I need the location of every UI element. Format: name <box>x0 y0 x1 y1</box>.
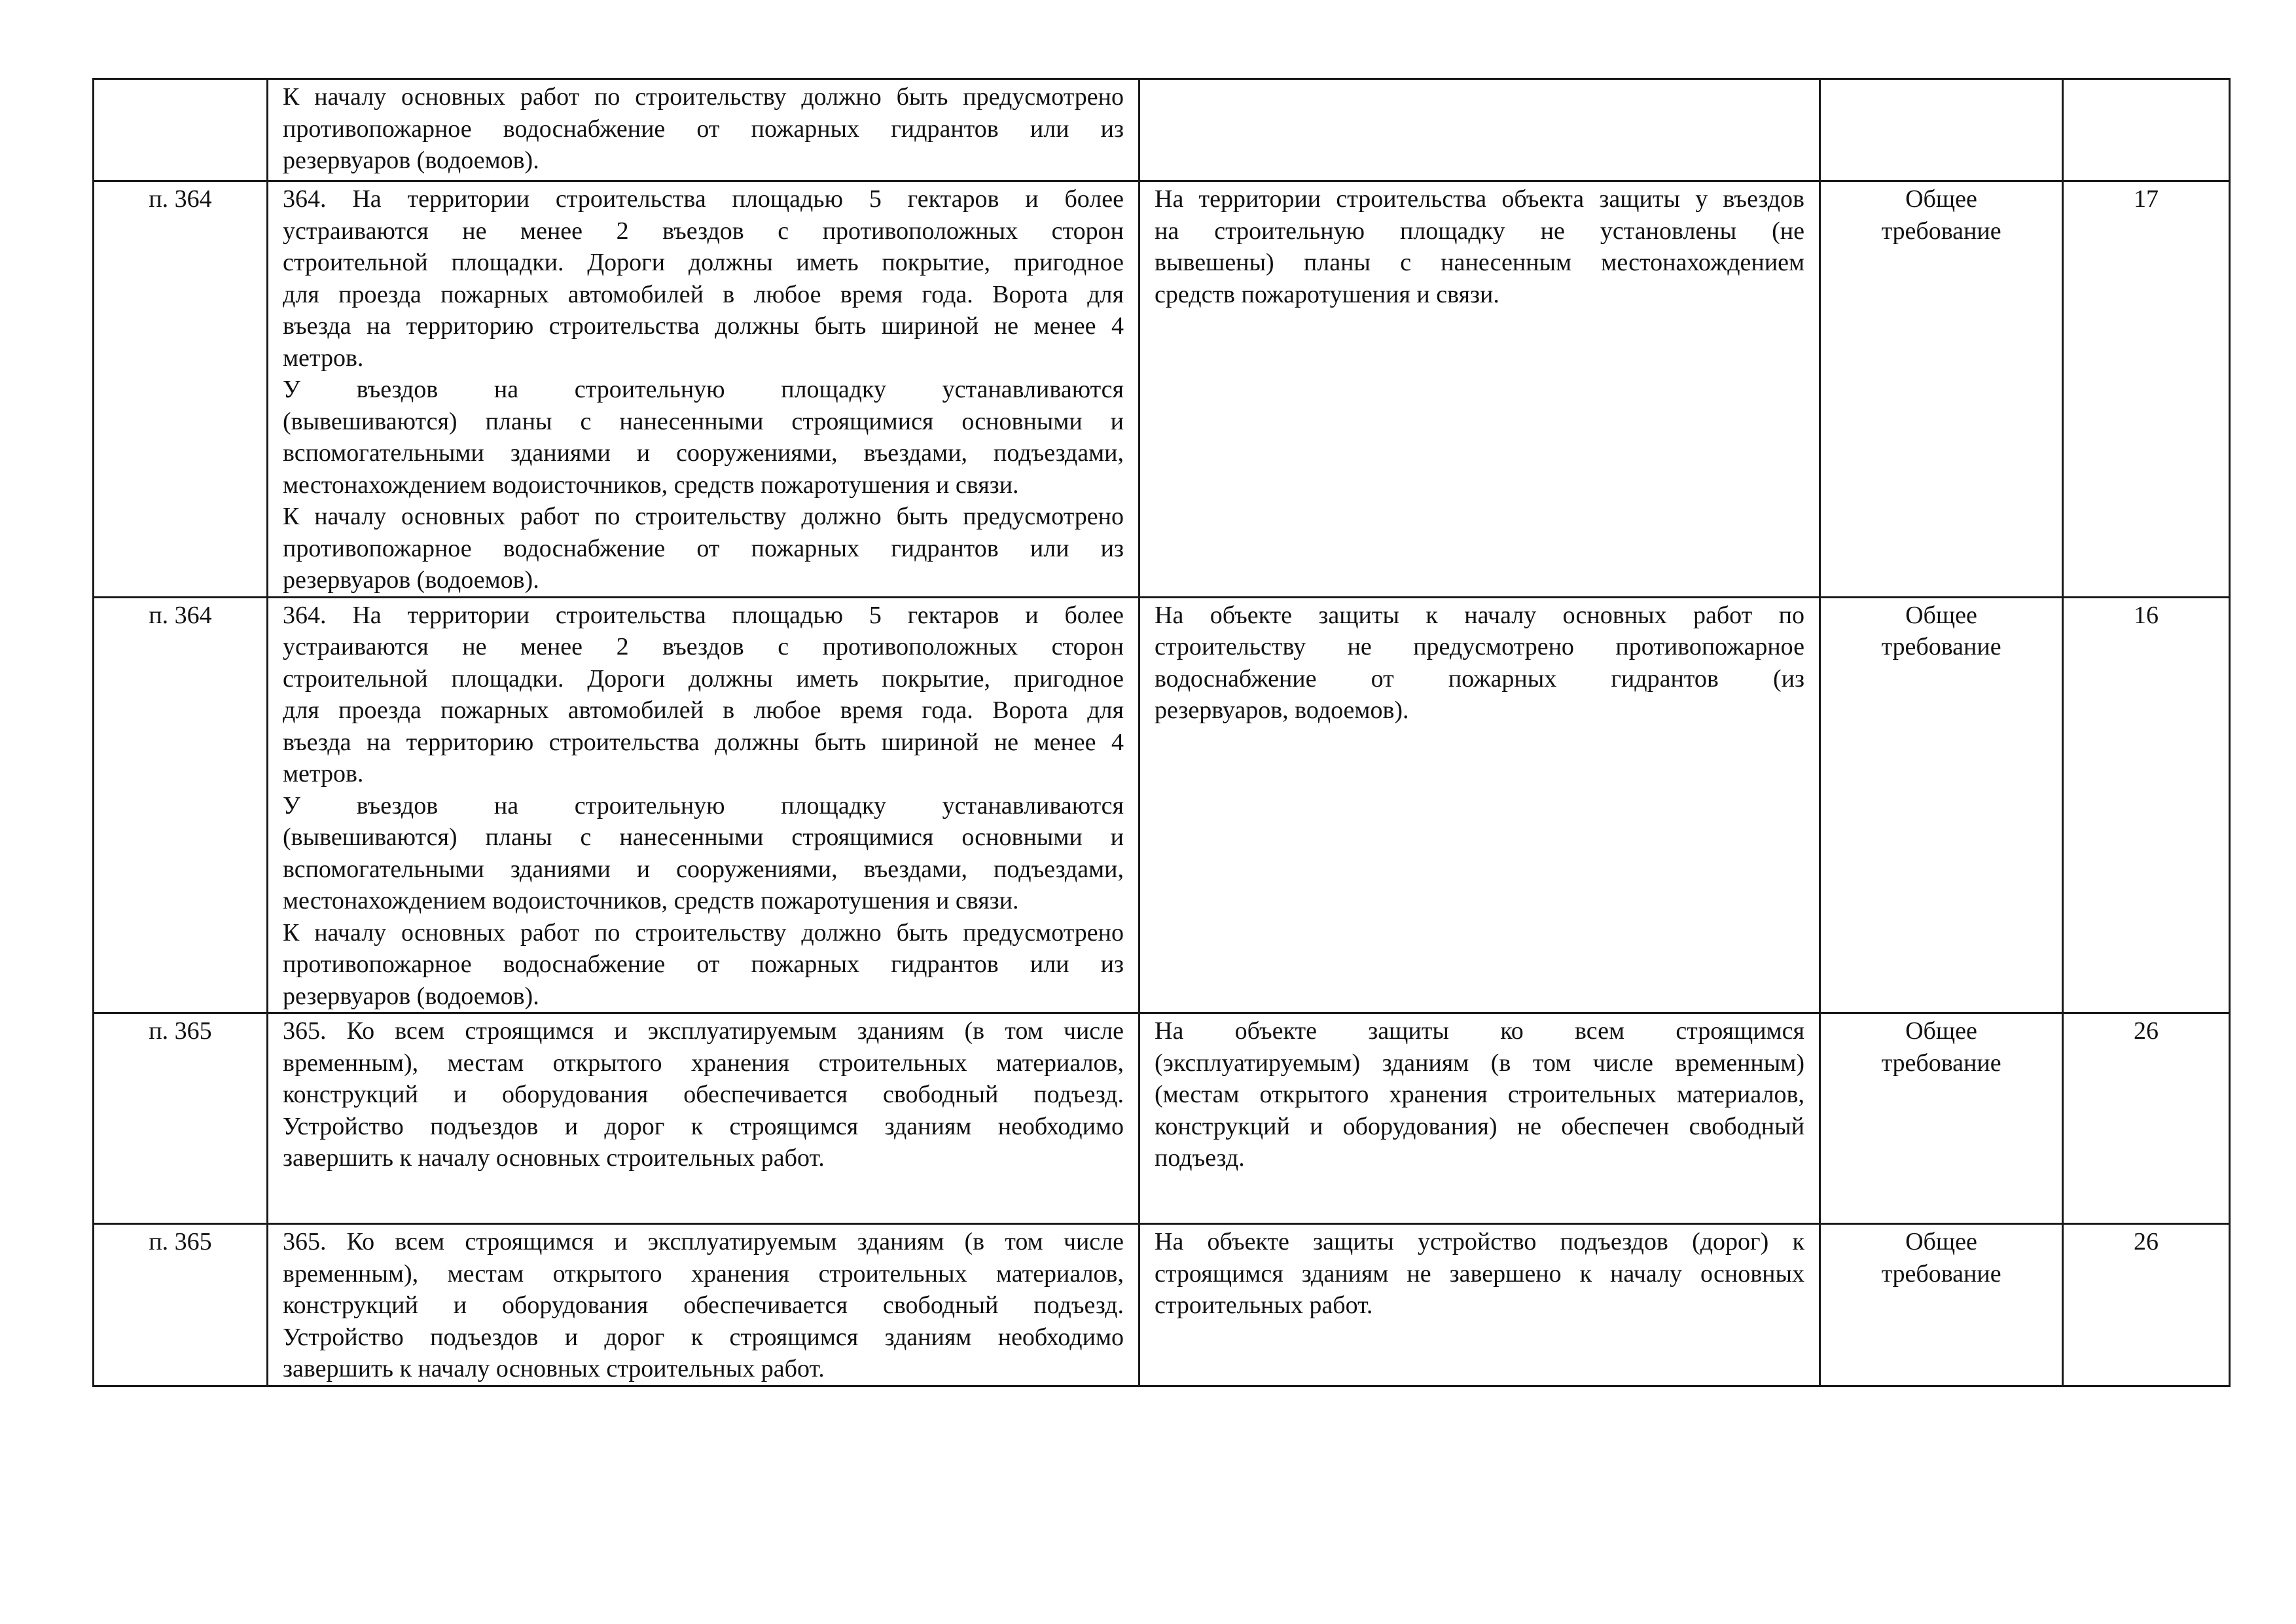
requirement-type-cell: Общее требование <box>1820 597 2063 1013</box>
requirement-line: противопожарное водоснабжение от пожарных гидрантов или из <box>283 115 1124 143</box>
requirement-line: К началу основных работ по строительству должно быть предусмотрено <box>283 83 1124 111</box>
requirement-line: резервуаров (водоемов). <box>283 147 539 174</box>
violation-cell <box>1139 1013 1820 1224</box>
requirement-line: строительной площадки. Дороги должны иметь покрытие, пригодное <box>283 249 1124 276</box>
violation-cell <box>1139 79 1820 181</box>
requirement-line: завершить к началу основных строительных работ. <box>283 1355 825 1382</box>
point-cell <box>94 79 268 181</box>
requirement-line: У въездов на строительную площадку устанавливаются <box>283 791 1124 820</box>
violation-line: На объекте защиты устройство подъездов (дорог) к <box>1155 1228 1804 1255</box>
requirement-line: противопожарное водоснабжение от пожарных гидрантов или из <box>283 534 1124 562</box>
point-cell: п. 365 <box>94 1224 268 1386</box>
requirement-line: Устройство подъездов и дорог к строящимся зданиям необходимо <box>283 1323 1124 1351</box>
requirement-line: (вывешиваются) планы с нанесенными строящимися основными и <box>283 407 1124 435</box>
requirement-line: метров. <box>283 760 364 787</box>
requirement-line: для проезда пожарных автомобилей в любое время года. Ворота для <box>283 696 1124 724</box>
requirement-cell <box>268 181 1139 598</box>
count-cell <box>2063 79 2230 181</box>
requirement-type-cell: Общее требование <box>1820 1224 2063 1386</box>
requirement-line: вспомогательными зданиями и сооружениями, въездами, подъездами, <box>283 439 1124 467</box>
violation-line: строительных работ. <box>1155 1291 1373 1319</box>
requirement-line: въезда на территорию строительства должны быть шириной не менее 4 <box>283 728 1124 756</box>
violations-table-body <box>94 79 2230 1386</box>
table-row <box>94 1013 2230 1224</box>
requirement-line: временным), местам открытого хранения строительных материалов, <box>283 1259 1124 1288</box>
violation-line: На территории строительства объекта защиты у въездов <box>1155 185 1804 213</box>
requirement-type-cell: Общее требование <box>1820 1013 2063 1224</box>
violation-cell <box>1139 181 1820 598</box>
point-cell: п. 364 <box>94 181 268 598</box>
table-row <box>94 79 2230 181</box>
point-cell: п. 365 <box>94 1013 268 1224</box>
count-cell: 17 <box>2063 181 2230 598</box>
requirement-line: местонахождением водоисточников, средств пожаротушения и связи. <box>283 471 1019 499</box>
violation-line: резервуаров, водоемов). <box>1155 696 1409 724</box>
requirement-line: 365. Ко всем строящимся и эксплуатируемым зданиям (в том числе <box>283 1017 1124 1045</box>
violation-line: (местам открытого хранения строительных материалов, <box>1155 1081 1804 1108</box>
violation-cell <box>1139 1224 1820 1386</box>
requirement-line: резервуаров (водоемов). <box>283 982 539 1010</box>
violation-line: вывешены) планы с нанесенным местонахождением <box>1155 249 1804 276</box>
requirement-line: У въездов на строительную площадку устанавливаются <box>283 376 1124 403</box>
table-row <box>94 181 2230 598</box>
requirement-type-cell <box>1820 79 2063 181</box>
requirement-line: вспомогательными зданиями и сооружениями, въездами, подъездами, <box>283 855 1124 883</box>
requirement-line: завершить к началу основных строительных работ. <box>283 1144 825 1172</box>
requirement-line: К началу основных работ по строительству должно быть предусмотрено <box>283 503 1124 530</box>
requirement-line: временным), местам открытого хранения строительных материалов, <box>283 1049 1124 1077</box>
requirement-line: местонахождением водоисточников, средств пожаротушения и связи. <box>283 887 1019 914</box>
requirement-cell <box>268 1224 1139 1386</box>
violation-line: водоснабжение от пожарных гидрантов (из <box>1155 664 1804 693</box>
violation-line: (эксплуатируемым) зданиям (в том числе временным) <box>1155 1049 1804 1077</box>
requirement-line: устраиваются не менее 2 въездов с противоположных сторон <box>283 633 1124 660</box>
requirement-line: противопожарное водоснабжение от пожарных гидрантов или из <box>283 950 1124 978</box>
requirement-line: конструкций и оборудования обеспечивается свободный подъезд. <box>283 1291 1124 1319</box>
requirement-line: Устройство подъездов и дорог к строящимся зданиям необходимо <box>283 1112 1124 1140</box>
violation-line: На объекте защиты ко всем строящимся <box>1155 1017 1804 1045</box>
requirement-line: для проезда пожарных автомобилей в любое время года. Ворота для <box>283 280 1124 308</box>
point-cell: п. 364 <box>94 597 268 1013</box>
violation-line: На объекте защиты к началу основных работ по <box>1155 601 1804 629</box>
violations-table <box>92 78 2231 1387</box>
violation-line: средств пожаротушения и связи. <box>1155 280 1499 308</box>
requirement-line: 365. Ко всем строящимся и эксплуатируемым зданиям (в том числе <box>283 1228 1124 1255</box>
violation-cell <box>1139 597 1820 1013</box>
requirement-line: (вывешиваются) планы с нанесенными строящимися основными и <box>283 823 1124 851</box>
requirement-line: 364. На территории строительства площадью 5 гектаров и более <box>283 601 1124 629</box>
violation-line: подъезд. <box>1155 1144 1245 1172</box>
requirement-type-cell: Общее требование <box>1820 181 2063 598</box>
count-cell: 16 <box>2063 597 2230 1013</box>
requirement-line: метров. <box>283 344 364 372</box>
table-row <box>94 597 2230 1013</box>
violation-line: на строительную площадку не установлены (не <box>1155 217 1804 245</box>
requirement-line: К началу основных работ по строительству должно быть предусмотрено <box>283 918 1124 947</box>
violation-line: строящимся зданиям не завершено к началу основных <box>1155 1259 1804 1288</box>
count-cell: 26 <box>2063 1224 2230 1386</box>
requirement-cell <box>268 1013 1139 1224</box>
requirement-line: конструкций и оборудования обеспечивается свободный подъезд. <box>283 1081 1124 1108</box>
requirement-cell <box>268 597 1139 1013</box>
requirement-cell <box>268 79 1139 181</box>
requirement-line: въезда на территорию строительства должны быть шириной не менее 4 <box>283 312 1124 340</box>
requirement-line: строительной площадки. Дороги должны иметь покрытие, пригодное <box>283 664 1124 693</box>
violation-line: конструкций и оборудования) не обеспечен свободный <box>1155 1112 1804 1140</box>
count-cell: 26 <box>2063 1013 2230 1224</box>
table-row <box>94 1224 2230 1386</box>
requirement-line: резервуаров (водоемов). <box>283 566 539 594</box>
requirement-line: устраиваются не менее 2 въездов с противоположных сторон <box>283 217 1124 245</box>
violation-line: строительству не предусмотрено противопожарное <box>1155 633 1804 660</box>
requirement-line: 364. На территории строительства площадью 5 гектаров и более <box>283 185 1124 213</box>
